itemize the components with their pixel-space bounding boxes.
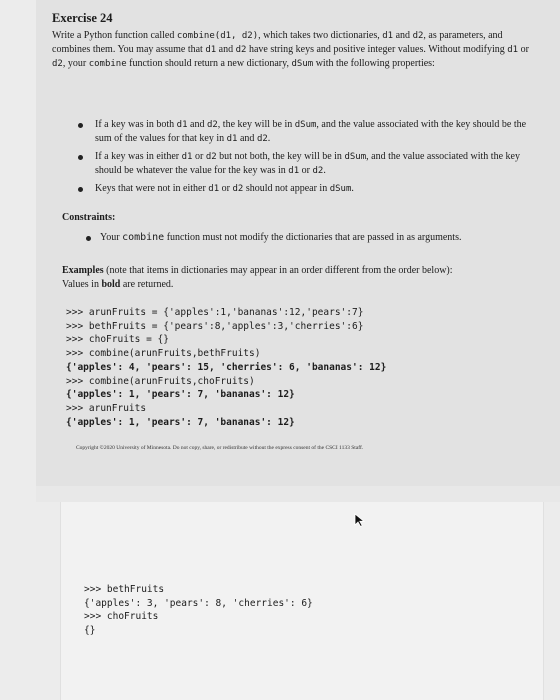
mouse-pointer-icon — [354, 513, 366, 527]
code-example — [66, 306, 546, 429]
properties-list — [78, 118, 528, 200]
constraint-item: Your combine function must not modify the dictionaries that are passed in as arguments. — [86, 231, 550, 244]
code-line: >>> arunFruits — [66, 402, 147, 414]
code-line: >>> bethFruits — [84, 584, 165, 595]
examples-intro: Examples (note that items in dictionaries may appear in an order different from the order below): Values in bold are returned. — [62, 265, 453, 290]
code-line-result: {'apples': 1, 'pears': 7, 'bananas': 12} — [66, 389, 295, 401]
code-line: >>> bethFruits = {'pears':8,'apples':3,'cherries':6} — [66, 320, 364, 332]
code-line-result: {'apples': 1, 'pears': 7, 'bananas': 12} — [66, 416, 295, 428]
bullet-icon — [78, 187, 83, 192]
code-example-continued — [84, 583, 313, 638]
bullet-icon — [78, 155, 83, 160]
code-line: >>> combine(arunFruits,choFruits) — [66, 375, 255, 387]
code-line: >>> arunFruits = {'apples':1,'bananas':12,'pears':7} — [66, 307, 364, 318]
copyright-notice: Copyright ©2020 University of Minnesota. Do not copy, share, or redistribute without the express consent of the CSCI 1133 Staff. — [76, 445, 364, 451]
list-item: If a key was in either d1 or d2 but not both, the key will be in dSum, and the value associated with the key should be whatever the value for the key was in d1 or d2. — [78, 150, 528, 178]
list-item: If a key was in both d1 and d2, the key will be in dSum, and the value associated with the key should be the sum of the values for that key in d1 and d2. — [78, 118, 528, 146]
constraints-heading: Constraints: — [62, 212, 116, 223]
problem-description: Write a Python function called combine(d1, d2), which takes two dictionaries, d1 and d2, as parameters, and combines them. You may assume that d1 and d2 have string keys and positive integer values. Without modifying d1 or d2, your combine function should return a new dictionary, dSum with the following properties: — [52, 30, 529, 69]
bullet-icon — [78, 123, 83, 128]
bullet-icon — [86, 236, 91, 241]
code-line: >>> combine(arunFruits,bethFruits) — [66, 348, 261, 360]
list-item: Keys that were not in either d1 or d2 should not appear in dSum. — [78, 182, 528, 196]
code-line-result: {} — [84, 625, 96, 637]
code-line-result: {'apples': 4, 'pears': 15, 'cherries': 6, 'bananas': 12} — [66, 361, 387, 373]
exercise-title: Exercise 24 — [52, 11, 113, 25]
code-line: >>> choFruits — [84, 611, 159, 623]
code-line-result: {'apples': 3, 'pears': 8, 'cherries': 6} — [84, 597, 313, 609]
code-line: >>> choFruits = {} — [66, 334, 169, 346]
